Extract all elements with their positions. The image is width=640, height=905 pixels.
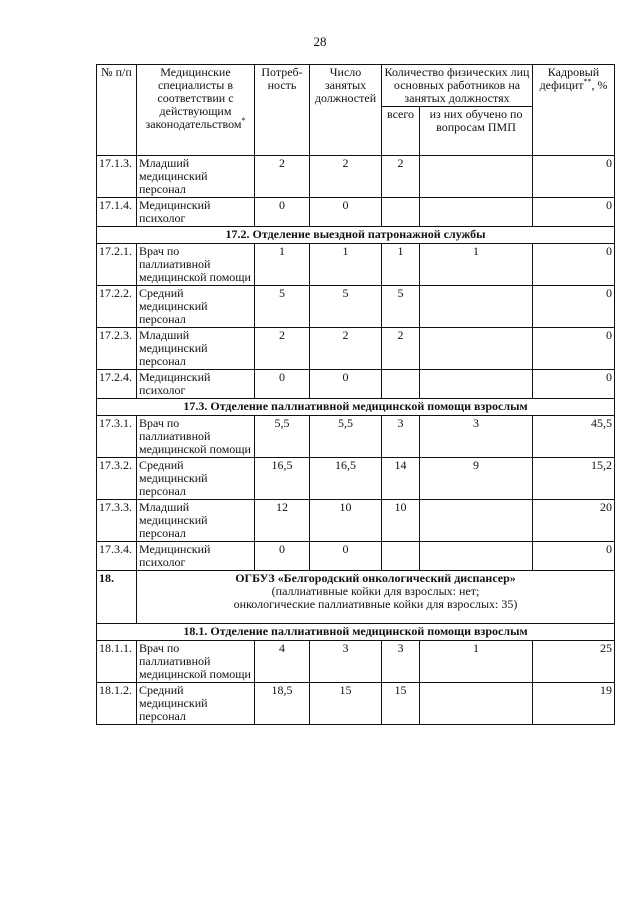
row-num: 17.1.4. xyxy=(97,198,137,227)
header-need: Потреб-ность xyxy=(255,65,310,156)
header-row xyxy=(97,65,615,107)
row-deficit: 0 xyxy=(533,244,615,286)
row-need: 2 xyxy=(255,156,310,198)
row-specialist: Младший медицинский персонал xyxy=(137,328,255,370)
row-trained xyxy=(420,156,533,198)
row-total: 10 xyxy=(382,500,420,542)
org-beds-line1: (паллиативные койки для взрослых: нет; xyxy=(271,584,480,598)
table-row xyxy=(97,542,615,571)
section-title: 18.1. Отделение паллиативной медицинской помощи взрослым xyxy=(97,624,615,641)
row-need: 2 xyxy=(255,328,310,370)
row-num: 17.2.1. xyxy=(97,244,137,286)
row-deficit: 19 xyxy=(533,683,615,725)
table-row xyxy=(97,328,615,370)
row-need: 5,5 xyxy=(255,416,310,458)
row-trained xyxy=(420,198,533,227)
row-num: 17.1.3. xyxy=(97,156,137,198)
row-trained xyxy=(420,286,533,328)
row-total xyxy=(382,370,420,399)
section-row-17-3 xyxy=(97,399,615,416)
header-specialists: Медицинские специалисты в соответствии с действующим законодательством* xyxy=(137,65,255,156)
row-occupied: 5,5 xyxy=(310,416,382,458)
table-row xyxy=(97,416,615,458)
row-num: 17.3.2. xyxy=(97,458,137,500)
table-row xyxy=(97,370,615,399)
row-trained: 1 xyxy=(420,244,533,286)
row-num: 17.2.3. xyxy=(97,328,137,370)
table-row xyxy=(97,500,615,542)
row-deficit: 20 xyxy=(533,500,615,542)
row-total: 1 xyxy=(382,244,420,286)
row-specialist: Средний медицинский персонал xyxy=(137,286,255,328)
row-occupied: 16,5 xyxy=(310,458,382,500)
row-occupied: 15 xyxy=(310,683,382,725)
row-occupied: 0 xyxy=(310,542,382,571)
table-row xyxy=(97,198,615,227)
row-num: 17.2.4. xyxy=(97,370,137,399)
header-occupied: Число занятых должностей xyxy=(310,65,382,156)
section-title: 17.3. Отделение паллиативной медицинской помощи взрослым xyxy=(97,399,615,416)
row-occupied: 0 xyxy=(310,370,382,399)
row-deficit: 0 xyxy=(533,156,615,198)
row-trained: 1 xyxy=(420,641,533,683)
row-num: 17.3.4. xyxy=(97,542,137,571)
table-row xyxy=(97,458,615,500)
header-deficit: Кадровый дефицит**, % xyxy=(533,65,615,156)
staffing-table xyxy=(96,64,615,725)
row-need: 5 xyxy=(255,286,310,328)
row-deficit: 25 xyxy=(533,641,615,683)
row-trained xyxy=(420,370,533,399)
row-need: 12 xyxy=(255,500,310,542)
header-total: всего xyxy=(382,107,420,156)
table-row xyxy=(97,286,615,328)
row-occupied: 3 xyxy=(310,641,382,683)
page-number: 28 xyxy=(313,34,327,49)
row-occupied: 10 xyxy=(310,500,382,542)
row-trained: 3 xyxy=(420,416,533,458)
table-row xyxy=(97,641,615,683)
row-deficit: 15,2 xyxy=(533,458,615,500)
section-row-17-2 xyxy=(97,227,615,244)
row-deficit: 0 xyxy=(533,198,615,227)
row-total xyxy=(382,198,420,227)
row-specialist: Средний медицинский персонал xyxy=(137,458,255,500)
row-deficit: 0 xyxy=(533,542,615,571)
row-need: 0 xyxy=(255,542,310,571)
row-total: 3 xyxy=(382,416,420,458)
row-deficit: 0 xyxy=(533,328,615,370)
org-num: 18. xyxy=(97,571,137,624)
row-trained xyxy=(420,542,533,571)
row-num: 18.1.1. xyxy=(97,641,137,683)
row-specialist: Младший медицинский персонал xyxy=(137,500,255,542)
row-specialist: Врач по паллиативной медицинской помощи xyxy=(137,244,255,286)
row-num: 17.3.1. xyxy=(97,416,137,458)
row-occupied: 1 xyxy=(310,244,382,286)
row-trained xyxy=(420,328,533,370)
row-occupied: 0 xyxy=(310,198,382,227)
row-total: 2 xyxy=(382,156,420,198)
header-num: № п/п xyxy=(97,65,137,156)
row-total: 14 xyxy=(382,458,420,500)
row-need: 4 xyxy=(255,641,310,683)
row-specialist: Медицинский психолог xyxy=(137,542,255,571)
header-trained: из них обучено по вопросам ПМП xyxy=(420,107,533,156)
row-trained xyxy=(420,500,533,542)
header-physical: Количество физических лиц основных работников на занятых должностях xyxy=(382,65,533,107)
row-need: 1 xyxy=(255,244,310,286)
org-name: ОГБУЗ «Белгородский онкологический диспансер» xyxy=(235,571,516,585)
row-total xyxy=(382,542,420,571)
row-total: 3 xyxy=(382,641,420,683)
row-deficit: 45,5 xyxy=(533,416,615,458)
row-need: 0 xyxy=(255,370,310,399)
row-total: 15 xyxy=(382,683,420,725)
row-deficit: 0 xyxy=(533,286,615,328)
section-title: 17.2. Отделение выездной патронажной службы xyxy=(97,227,615,244)
row-total: 5 xyxy=(382,286,420,328)
table-row xyxy=(97,244,615,286)
row-total: 2 xyxy=(382,328,420,370)
row-specialist: Медицинский психолог xyxy=(137,370,255,399)
row-num: 17.3.3. xyxy=(97,500,137,542)
row-specialist: Медицинский психолог xyxy=(137,198,255,227)
row-occupied: 5 xyxy=(310,286,382,328)
org-beds-line2: онкологические паллиативные койки для взрослых: 35) xyxy=(233,597,518,611)
row-occupied: 2 xyxy=(310,328,382,370)
row-num: 17.2.2. xyxy=(97,286,137,328)
row-specialist: Младший медицинский персонал xyxy=(137,156,255,198)
row-occupied: 2 xyxy=(310,156,382,198)
row-deficit: 0 xyxy=(533,370,615,399)
org-row xyxy=(97,571,615,624)
row-need: 0 xyxy=(255,198,310,227)
row-specialist: Врач по паллиативной медицинской помощи xyxy=(137,416,255,458)
row-trained xyxy=(420,683,533,725)
table-row xyxy=(97,683,615,725)
section-row-18-1 xyxy=(97,624,615,641)
table-row xyxy=(97,156,615,198)
row-need: 16,5 xyxy=(255,458,310,500)
row-need: 18,5 xyxy=(255,683,310,725)
row-specialist: Врач по паллиативной медицинской помощи xyxy=(137,641,255,683)
row-trained: 9 xyxy=(420,458,533,500)
org-info xyxy=(137,571,615,624)
row-specialist: Средний медицинский персонал xyxy=(137,683,255,725)
row-num: 18.1.2. xyxy=(97,683,137,725)
